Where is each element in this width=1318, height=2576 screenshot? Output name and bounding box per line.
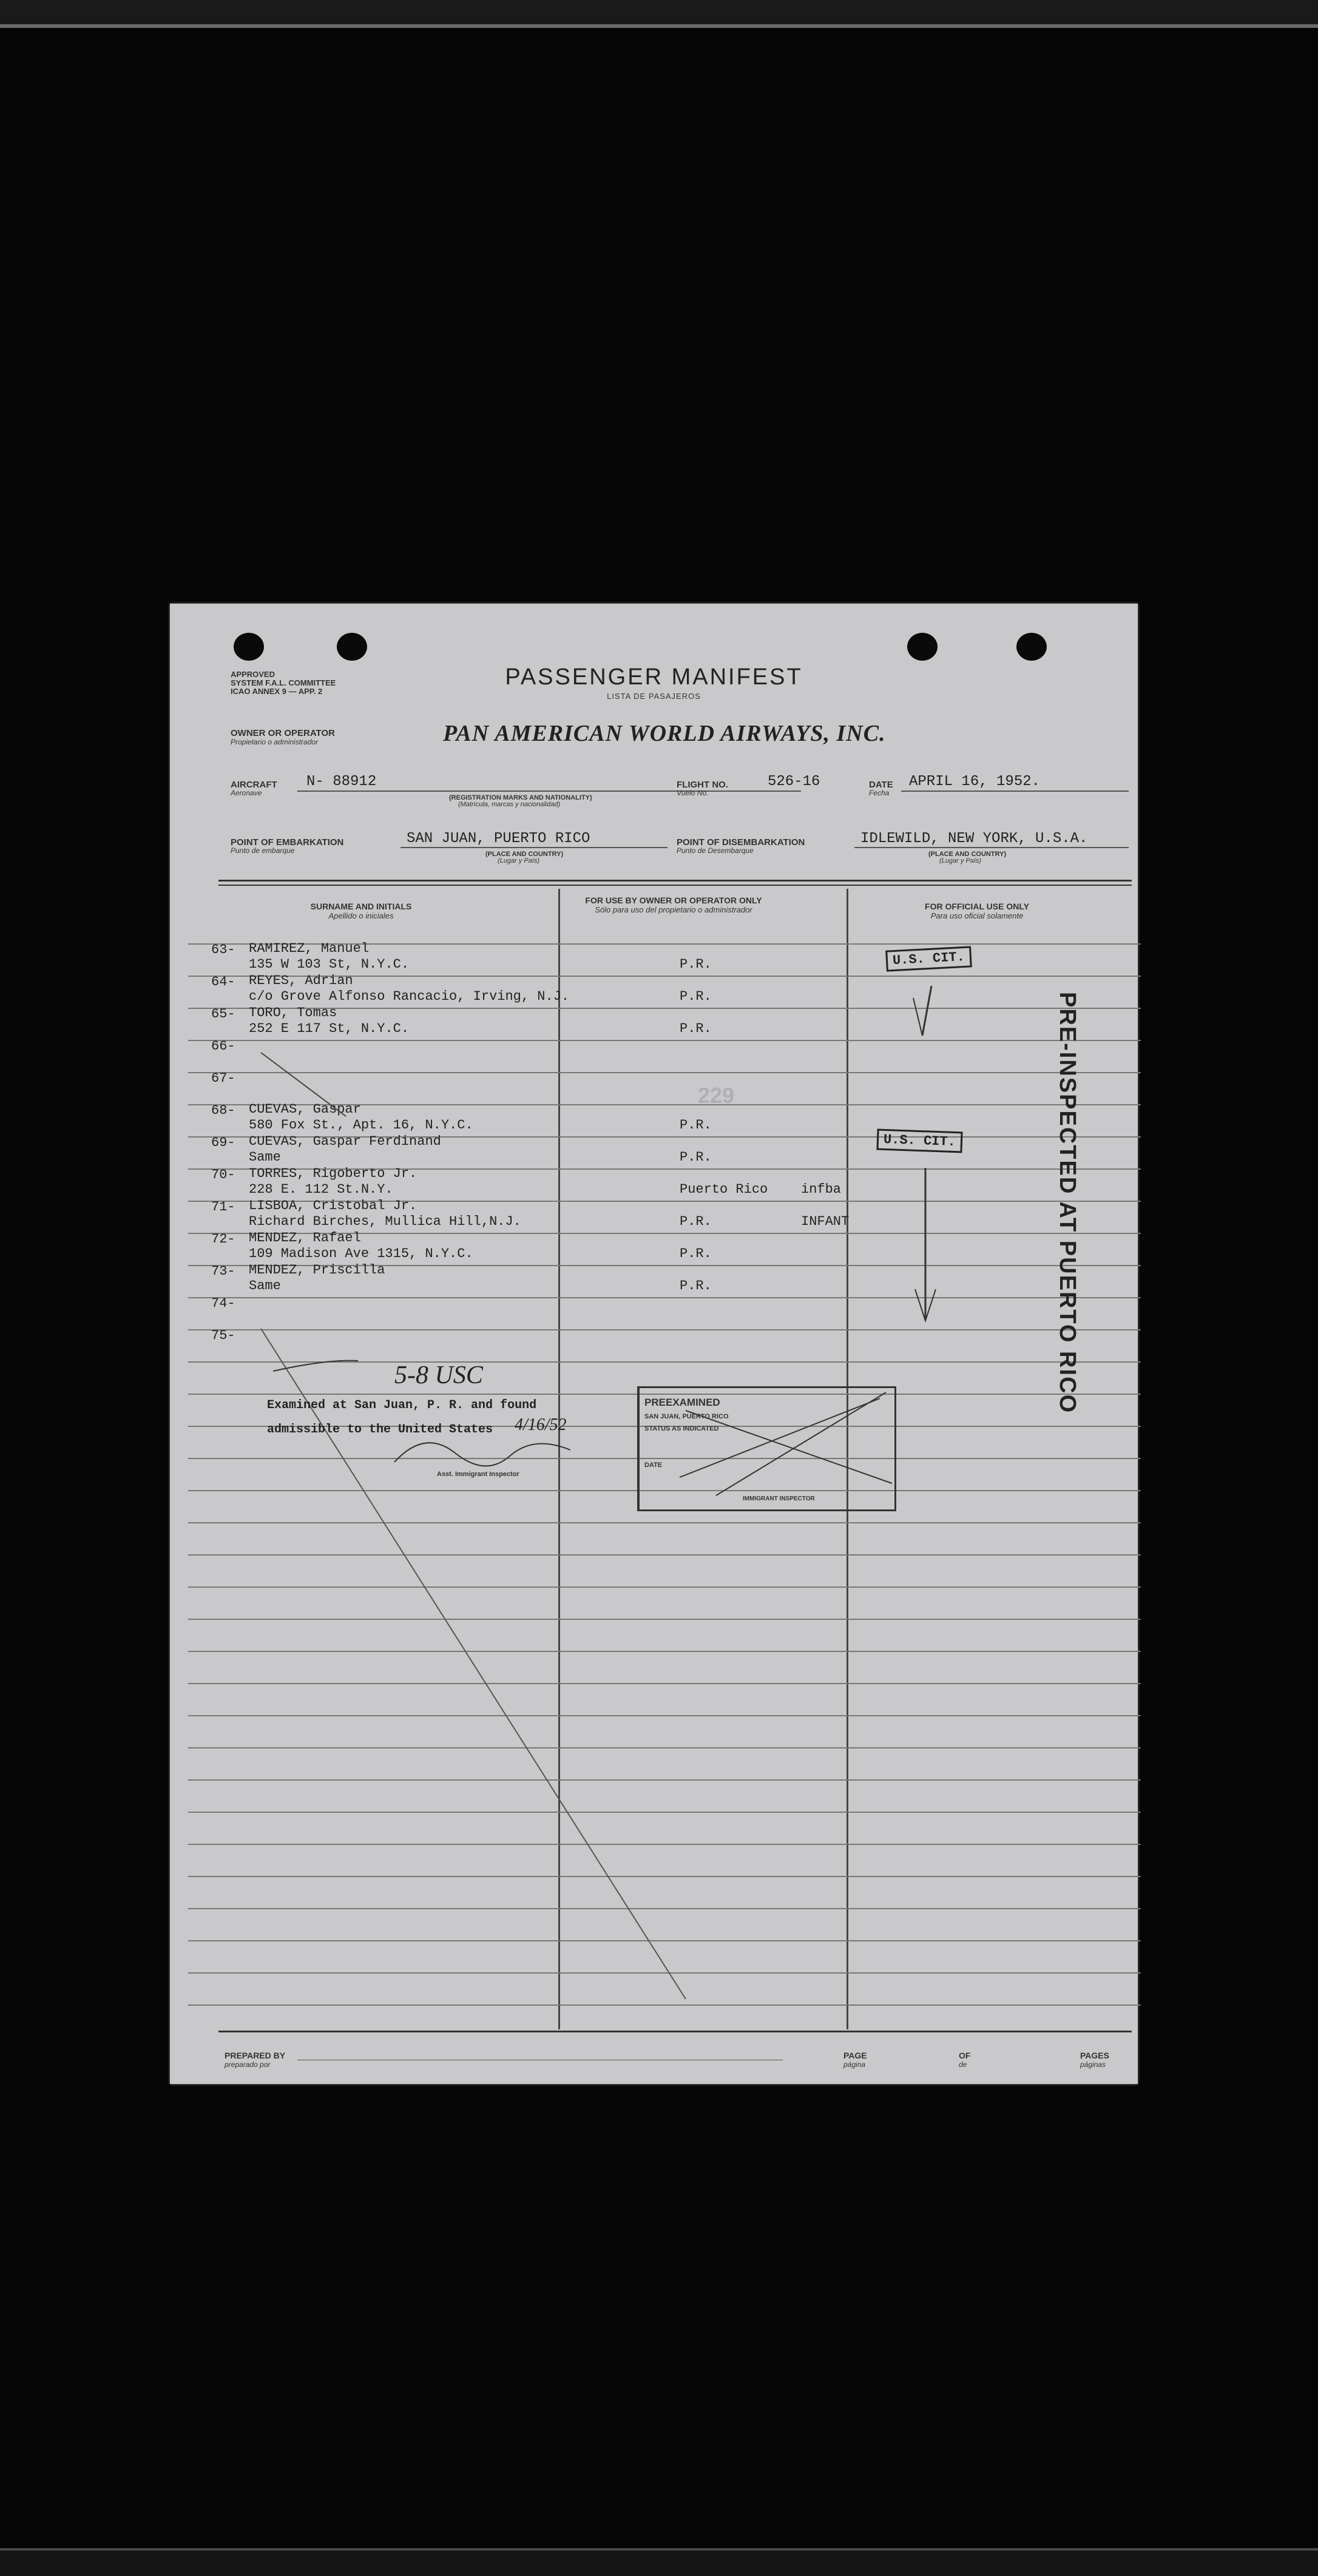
disembark-label-es: Punto de Desembarque [677, 846, 754, 855]
pages-label-es: páginas [1080, 2060, 1106, 2069]
col-head-owner-text: FOR USE BY OWNER OR OPERATOR ONLY [585, 895, 762, 905]
preexamined-title: PREEXAMINED [644, 1397, 720, 1408]
form-subtitle: LISTA DE PASAJEROS [607, 692, 701, 701]
preexamined-line: STATUS AS INDICATED [644, 1425, 719, 1432]
pre-inspected-stamp: PRE-INSPECTED AT PUERTO RICO [1055, 992, 1080, 1414]
row-number: 74- [211, 1296, 235, 1311]
pages-label: PAGES [1080, 2051, 1109, 2060]
flight-label: FLIGHT NO. [677, 780, 728, 790]
approved-line: ICAO ANNEX 9 — APP. 2 [231, 687, 323, 696]
passenger-name: LISBOA, Cristobal Jr. [249, 1198, 417, 1213]
handwritten-count: 5-8 USC [394, 1361, 483, 1389]
prepared-label-es: preparado por [225, 2060, 271, 2069]
preexamined-date: DATE [644, 1462, 663, 1469]
date-label: DATE [869, 780, 893, 790]
place-country-es: (Lugar y País) [498, 857, 540, 865]
owner-use-value: P.R. [680, 1246, 712, 1261]
embark-value: SAN JUAN, PUERTO RICO [407, 831, 590, 847]
us-citizen-stamp: U.S. CIT. [885, 946, 972, 971]
aircraft-sub-es: (Matrícula, marcas y nacionalidad) [458, 801, 561, 808]
owner-use-value: Puerto Rico [680, 1182, 768, 1197]
row-number: 71- [211, 1199, 235, 1215]
place-country: (PLACE AND COUNTRY) [485, 851, 564, 858]
passenger-name: TORO, Tomas [249, 1005, 337, 1020]
row-number: 73- [211, 1264, 235, 1279]
passenger-address: Same [249, 1150, 281, 1165]
row-number: 68- [211, 1103, 235, 1118]
passenger-address: Same [249, 1278, 281, 1293]
owner-value: PAN AMERICAN WORLD AIRWAYS, INC. [443, 721, 886, 746]
manifest-page [170, 604, 1138, 2084]
passenger-address: 228 E. 112 St.N.Y. [249, 1182, 393, 1197]
flight-value: 526-16 [768, 774, 820, 790]
passenger-name: MENDEZ, Priscilla [249, 1263, 385, 1278]
place-country-es-2: (Lugar y País) [939, 857, 982, 865]
disembark-value: IDLEWILD, NEW YORK, U.S.A. [860, 831, 1088, 847]
exam-line-2: admissible to the United States [267, 1423, 493, 1437]
col-head-owner-es: Sólo para uso del propietario o administrador [595, 905, 752, 914]
passenger-name: CUEVAS, Gaspar [249, 1102, 361, 1117]
handwritten-marks [170, 604, 1138, 2084]
owner-use-value: P.R. [680, 1214, 712, 1229]
preexamined-sign: IMMIGRANT INSPECTOR [743, 1495, 815, 1502]
row-number: 69- [211, 1135, 235, 1150]
cancel-stroke [261, 1053, 346, 1116]
owner-use-value: P.R. [680, 1021, 712, 1036]
scanner-bottom-edge [0, 2548, 1318, 2576]
approved-line: SYSTEM F.A.L. COMMITTEE [231, 678, 336, 687]
passenger-address: 135 W 103 St, N.Y.C. [249, 957, 410, 972]
preexamined-line: SAN JUAN, PUERTO RICO [644, 1413, 729, 1420]
form-title: PASSENGER MANIFEST [505, 664, 803, 690]
row-number: 64- [211, 974, 235, 990]
row-number: 75- [211, 1328, 235, 1343]
of-label: OF [959, 2051, 971, 2060]
scanner-top-edge [0, 0, 1318, 28]
owner-use-value: P.R. [680, 957, 712, 972]
row-number: 72- [211, 1232, 235, 1247]
passenger-name: TORRES, Rigoberto Jr. [249, 1166, 417, 1181]
check-mark [922, 986, 931, 1036]
date-label-es: Fecha [869, 789, 890, 797]
page-label: PAGE [843, 2051, 867, 2060]
row-note: infba [801, 1182, 842, 1197]
aircraft-value: N- 88912 [306, 774, 377, 790]
approved-line: APPROVED [231, 670, 275, 679]
us-citizen-stamp: U.S. CIT. [876, 1129, 962, 1153]
preexamined-stamp [637, 1386, 896, 1511]
passenger-address: c/o Grove Alfonso Rancacio, Irving, N.J. [249, 989, 570, 1004]
passenger-address: 252 E 117 St, N.Y.C. [249, 1021, 410, 1036]
aircraft-label-es: Aeronave [231, 789, 262, 797]
embark-label-es: Punto de embarque [231, 846, 295, 855]
disembark-label: POINT OF DISEMBARKATION [677, 837, 805, 848]
col-head-surname-text: SURNAME AND INITIALS [310, 902, 412, 911]
embark-label: POINT OF EMBARKATION [231, 837, 344, 848]
row-number: 67- [211, 1071, 235, 1086]
col-head-surname-es: Apellido o iniciales [328, 911, 394, 920]
passenger-address: Richard Birches, Mullica Hill,N.J. [249, 1214, 521, 1229]
aircraft-label: AIRCRAFT [231, 780, 277, 790]
passenger-name: MENDEZ, Rafael [249, 1230, 361, 1246]
passenger-name: CUEVAS, Gaspar Ferdinand [249, 1134, 441, 1149]
flight-label-es: Vuelo No. [677, 789, 709, 797]
exam-signer-title: Asst. Immigrant Inspector [437, 1471, 519, 1478]
footer-rule [218, 2031, 1132, 2032]
owner-use-value: P.R. [680, 989, 712, 1004]
owner-use-value: P.R. [680, 1118, 712, 1133]
row-number: 63- [211, 942, 235, 957]
owner-use-value: P.R. [680, 1278, 712, 1293]
page-label-es: página [843, 2060, 866, 2069]
exam-date: 4/16/52 [515, 1415, 567, 1434]
row-number: 66- [211, 1039, 235, 1054]
owner-use-value: P.R. [680, 1150, 712, 1165]
col-head-official-es: Para uso oficial solamente [930, 911, 1024, 920]
prepared-label: PREPARED BY [225, 2051, 286, 2060]
row-number: 70- [211, 1167, 235, 1182]
signature [394, 1443, 570, 1466]
row-number: 65- [211, 1006, 235, 1022]
date-value: APRIL 16, 1952. [909, 774, 1041, 790]
aircraft-sub: (REGISTRATION MARKS AND NATIONALITY) [449, 794, 592, 801]
owner-label-es: Propietario o administrador [231, 738, 319, 746]
of-label-es: de [959, 2060, 967, 2069]
passenger-address: 109 Madison Ave 1315, N.Y.C. [249, 1246, 473, 1261]
check-mark [913, 998, 922, 1036]
owner-label: OWNER OR OPERATOR [231, 728, 335, 738]
row-note: INFANT [801, 1214, 850, 1229]
passenger-address: 580 Fox St., Apt. 16, N.Y.C. [249, 1118, 473, 1133]
col-head-official-text: FOR OFFICIAL USE ONLY [925, 902, 1029, 911]
exam-line-1: Examined at San Juan, P. R. and found [267, 1398, 537, 1412]
faint-number: 229 [698, 1083, 735, 1108]
passenger-name: REYES, Adrian [249, 973, 353, 988]
passenger-name: RAMIREZ, Manuel [249, 941, 370, 956]
scribble [273, 1361, 358, 1371]
place-country-2: (PLACE AND COUNTRY) [928, 851, 1007, 858]
